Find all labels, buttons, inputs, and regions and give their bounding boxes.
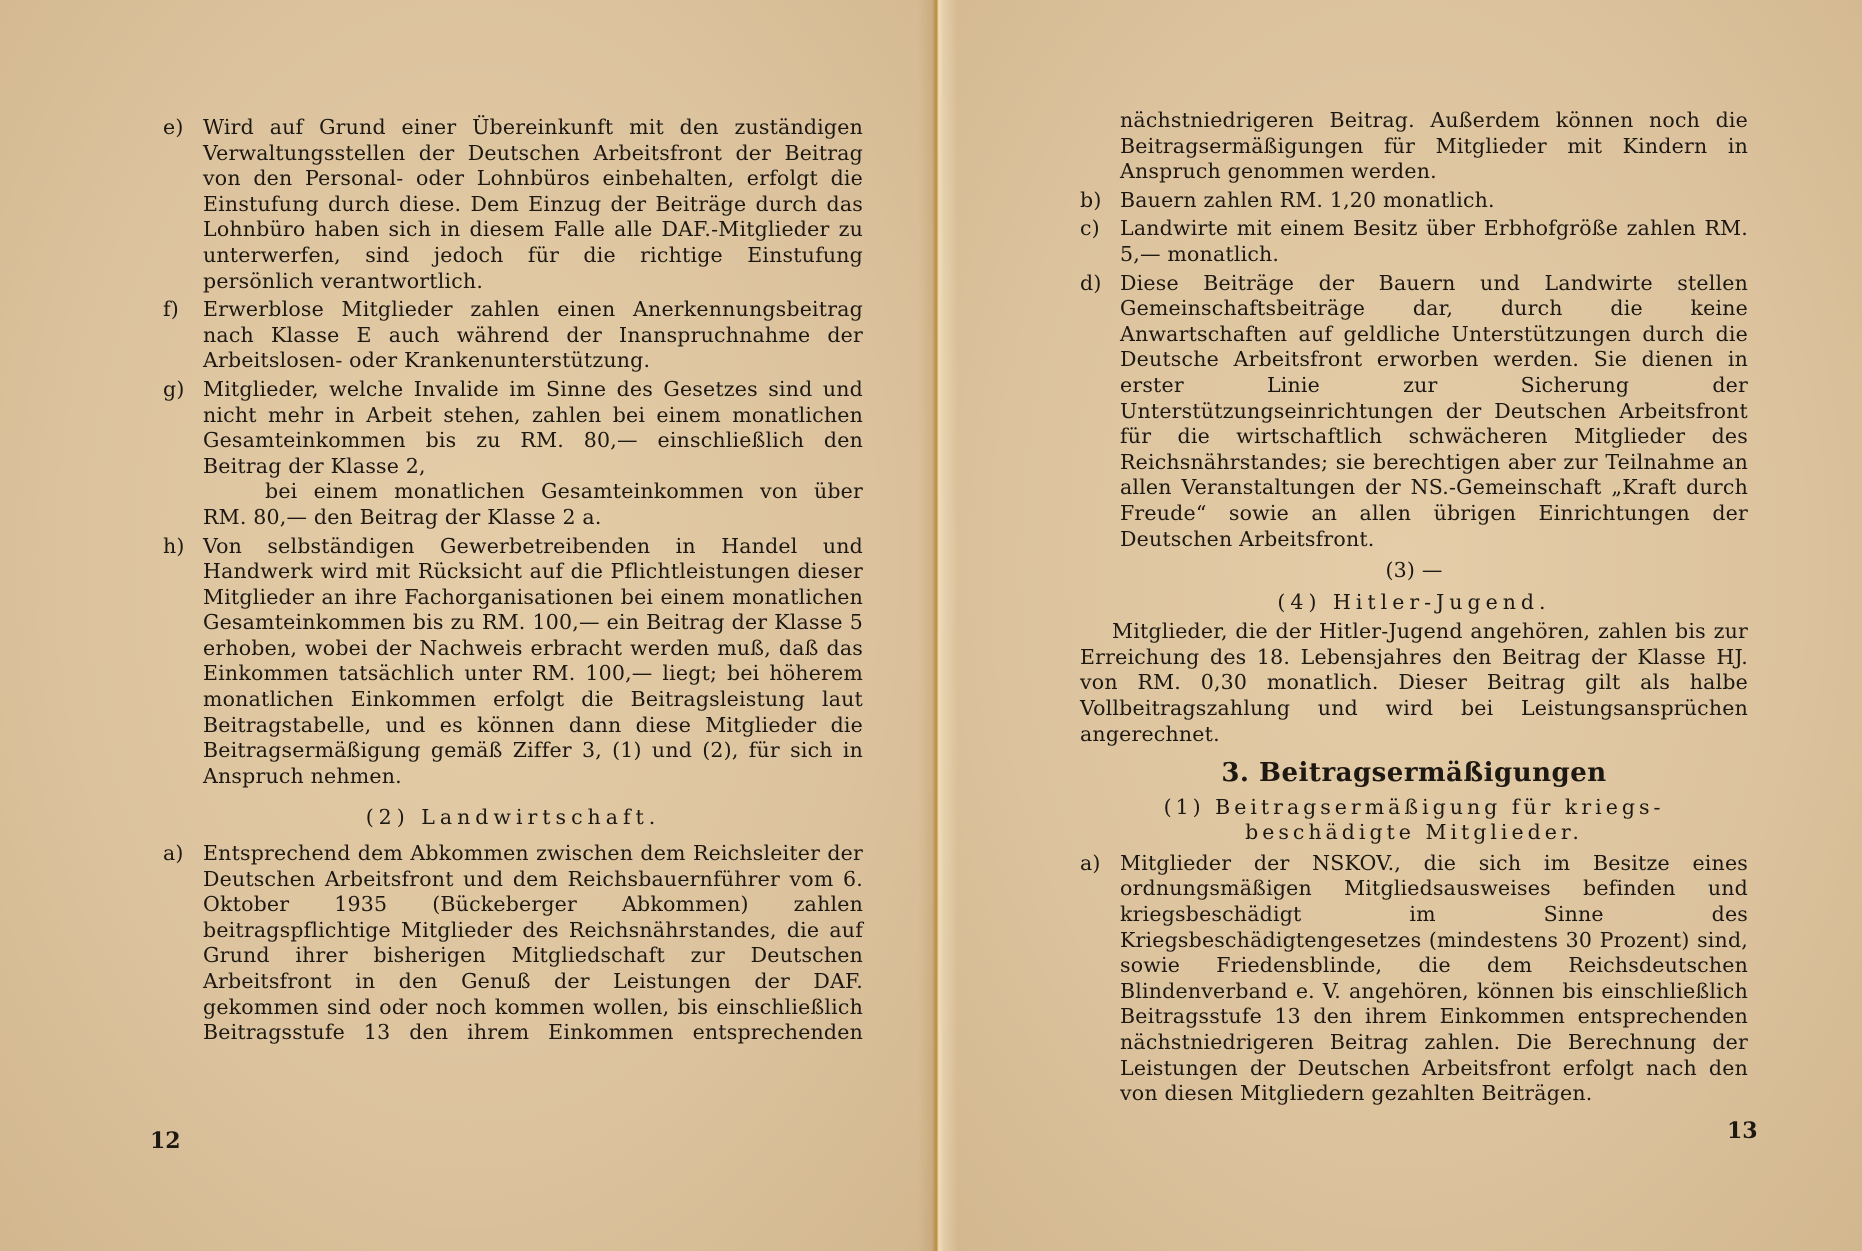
sub-heading-line: beschädigte Mitglieder.: [1245, 819, 1583, 844]
paragraph-h: [163, 534, 863, 790]
paragraph-text: Von selbständigen Gewerbetreibenden in Handel und Handwerk wird mit Rücksicht auf die Pflichtleistungen dieser Mitglieder an ihre Fachorganisationen bei einem monatlichen Gesamteinkommen bis zu RM. 100,— ein Beitrag der Klasse 5 erhoben, wobei der Nachweis erbracht werden muß, daß das Einkommen tatsächlich unter RM. 100,— liegt; bei höherem monatlichen Einkommen erfolgt die Beitragsleistung laut Beitragstabelle, und es können dann diese Mitglieder die Beitragsermäßigung gemäß Ziffer 3, (1) und (2), für sich in Anspruch nehmen.: [203, 533, 863, 788]
paragraph-hitler-jugend: Mitglieder, die der Hitler-Jugend angehören, zahlen bis zur Erreichung des 18. Lebensjahres den Beitrag der Klasse HJ. von RM. 0,30 monatlich. Dieser Beitrag gilt als halbe Vollbeitragszahlung und wird bei Leistungsansprüchen angerechnet.: [1080, 619, 1748, 746]
page-number-left: 12: [150, 1128, 181, 1154]
paragraph-text: Diese Beiträge der Bauern und Landwirte stellen Gemeinschaftsbeiträge dar, durch die keine Anwartschaften auf geldliche Unterstützungen durch die Deutsche Arbeitsfront erworben werden. Sie dienen in erster Linie zur Sicherung der Unterstützungseinrichtungen der Deutschen Arbeitsfront für die wirtschaftlich schwächeren Mitglieder des Reichsnährstandes; sie berechtigen aber zur Teilnahme an allen Veranstaltungen der NS.-Gemeinschaft „Kraft durch Freude“ sowie an allen übrigen Einrichtungen der Deutschen Arbeitsfront.: [1120, 270, 1748, 551]
list-marker: b): [1080, 187, 1102, 212]
continued-paragraph: [1080, 108, 1748, 185]
paragraph-text: Erwerblose Mitglieder zahlen einen Anerkennungsbeitrag nach Klasse E auch während der Inanspruchnahme der Arbeitslosen- oder Krankenunterstützung.: [203, 297, 863, 373]
sub-heading-kriegsbeschaedigte: [1080, 795, 1748, 845]
book-gutter: [918, 0, 958, 1251]
paragraph-c: [1080, 216, 1748, 267]
page-number-right: 13: [1727, 1118, 1758, 1144]
list-marker: a): [163, 841, 184, 866]
subsection-heading-3: (3) —: [1385, 558, 1443, 583]
paragraph-f: [163, 297, 863, 374]
paragraph-g: [163, 377, 863, 531]
list-marker: a): [1080, 850, 1101, 875]
paragraph-nskov-a: [1080, 851, 1748, 1107]
right-page-text: [1080, 108, 1748, 1110]
paragraph-b: [1080, 188, 1748, 214]
sub-heading-line: (1) Beitragsermäßigung für kriegs-: [1163, 794, 1665, 819]
paragraph-text: Wird auf Grund einer Übereinkunft mit den zuständigen Verwaltungsstellen der Deutschen Arbeitsfront der Beitrag von den Personal- oder Lohnbüros einbehalten, erfolgt die Einstufung durch diese. Dem Einzug der Beiträge durch das Lohnbüro haben sich in diesem Falle alle DAF.-Mitglieder zu unterwerfen, sind jedoch für die richtige Einstufung persönlich verantwortlich.: [203, 115, 863, 293]
paragraph-text: Entsprechend dem Abkommen zwischen dem Reichsleiter der Deutschen Arbeitsfront und dem Reichsbauernführer vom 6. Oktober 1935 (Bückeberger Abkommen) zahlen beitragspflichtige Mitglieder des Reichsnährstandes, die auf Grund ihrer bisherigen Mitgliedschaft zur Deutschen Arbeitsfront in den Genuß der Leistungen der DAF. gekommen sind oder noch kommen wollen, bis einschließlich Beitragsstufe 13 den ihrem Einkommen entsprechenden: [203, 841, 863, 1045]
list-marker: f): [163, 297, 179, 322]
paragraph-continuation: bei einem monatlichen Gesamteinkommen von über RM. 80,— den Beitrag der Klasse 2 a.: [203, 479, 863, 529]
list-marker: h): [163, 533, 185, 558]
paragraph-e: [163, 115, 863, 294]
paragraph-landwirtschaft-a: [163, 841, 863, 1046]
paragraph-d: [1080, 271, 1748, 553]
paragraph-text: Landwirte mit einem Besitz über Erbhofgröße zahlen RM. 5,— monatlich.: [1120, 216, 1748, 266]
list-marker: e): [163, 115, 184, 139]
paragraph-text: Mitglieder, welche Invalide im Sinne des Gesetzes sind und nicht mehr in Arbeit stehen, zahlen bei einem monatlichen Gesamteinkommen bis zu RM. 80,— einschließlich den Beitrag der Klasse 2,: [203, 376, 863, 478]
paragraph-text: Bauern zahlen RM. 1,20 monatlich.: [1120, 187, 1495, 212]
left-page-text: [163, 115, 863, 1049]
section-heading-beitragsermaessigungen: 3. Beitragsermäßigungen: [1221, 758, 1607, 789]
list-marker: c): [1080, 216, 1100, 241]
paragraph-text: nächstniedrigeren Beitrag. Außerdem können noch die Beitragsermäßigungen für Mitglieder mit Kindern in Anspruch genommen werden.: [1120, 108, 1748, 184]
paragraph-text: Mitglieder der NSKOV., die sich im Besitze eines ordnungsmäßigen Mitgliedsausweises befinden und kriegsbeschädigt im Sinne des Kriegsbeschädigtengesetzes (mindestens 30 Prozent) sind, sowie Friedensblinde, die dem Reichsdeutschen Blindenverband e. V. angehören, können bis einschließlich Beitragsstufe 13 den ihrem Einkommen entsprechenden nächstniedrigeren Beitrag zahlen. Die Berechnung der Leistungen der Deutschen Arbeitsfront erfolgt nach den von diesen Mitgliedern gezahlten Beiträgen.: [1120, 850, 1748, 1106]
list-marker: g): [163, 376, 185, 401]
list-marker: d): [1080, 270, 1102, 295]
subsection-heading-landwirtschaft: (2) Landwirtschaft.: [365, 805, 661, 830]
subsection-heading-hitler-jugend: (4) Hitler-Jugend.: [1277, 589, 1551, 614]
